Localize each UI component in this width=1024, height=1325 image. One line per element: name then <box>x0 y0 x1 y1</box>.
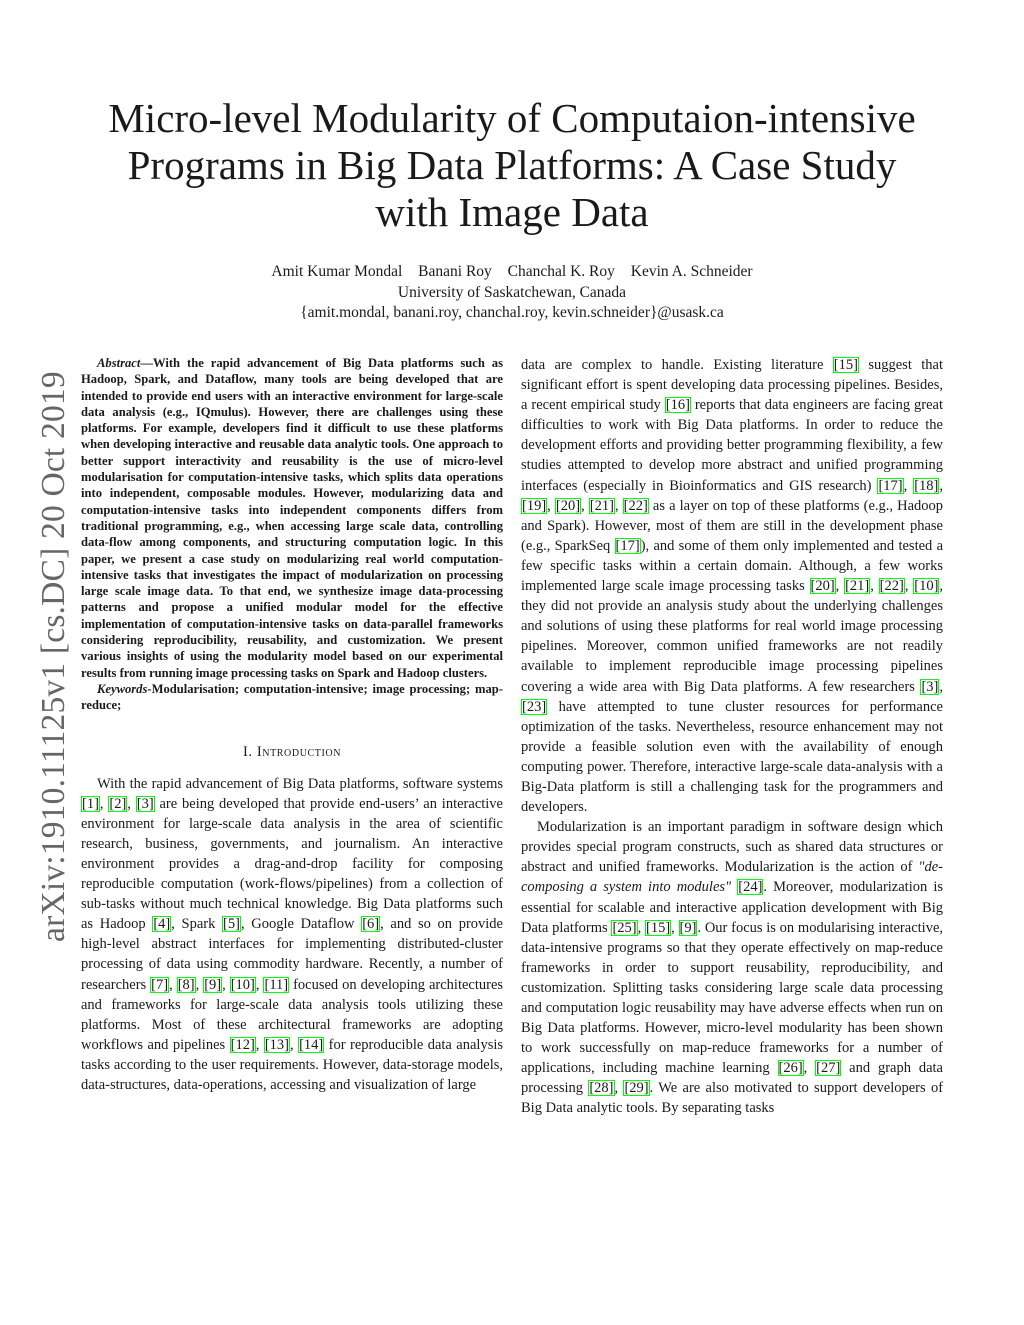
citation-link[interactable]: [22] <box>623 497 648 514</box>
citation-link[interactable]: [28] <box>589 1080 614 1097</box>
citation-link[interactable]: [15] <box>645 919 671 936</box>
quoted-definition: "de-composing a system into modules" <box>521 859 943 896</box>
citation-link[interactable]: [23] <box>522 698 547 715</box>
citation-link[interactable]: [10] <box>914 578 939 595</box>
title-line-2: Programs in Big Data Platforms: A Case Study <box>127 142 897 188</box>
title-line-1: Micro-level Modularity of Computaion-intensive <box>108 95 916 141</box>
citation-link[interactable]: [18] <box>914 477 939 494</box>
keywords-text: -Modularisation; computation-intensive; image processing; map-reduce; <box>81 681 503 713</box>
author-name: Amit Kumar Mondal <box>271 263 403 280</box>
citation-link[interactable]: [21] <box>845 578 870 595</box>
citation-link[interactable]: [19] <box>522 497 547 514</box>
title-line-3: with Image Data <box>375 189 649 235</box>
citation-link[interactable]: [5] <box>223 916 240 933</box>
citation-link[interactable]: [29] <box>624 1080 649 1097</box>
arxiv-identifier: arXiv:1910.11125v1 [cs.DC] 20 Oct 2019 <box>35 371 72 942</box>
left-column <box>81 355 503 1095</box>
abstract <box>81 355 503 681</box>
author-block <box>80 262 944 324</box>
author-name: Kevin A. Schneider <box>630 263 753 280</box>
citation-link[interactable]: [7] <box>151 976 169 993</box>
citation-link[interactable]: [16] <box>665 397 690 414</box>
author-name: Chanchal K. Roy <box>507 263 615 280</box>
intro-paragraph-2: data are complex to handle. Existing literature [15] suggest that significant effort is spent developing data processing pipelines. Besides, a recent empirical study [16] reports that data engineers are facing great difficulties to work with Big Data platforms. In order to reduce the development efforts and providing better programming flexibility, a few studies attempted to develop more abstract and unified programming interfaces (especially in Bioinformatics and GIS research) [17], [18], [19], [20], [21], [22] as a layer on top of these platforms (e.g., Hadoop and Spark). However, most of them are still in the development phase (e.g., SparkSeq [17]), and some of them only implemented and tested a few specific tasks within a certain domain. Although, a few works implemented large scale image processing tasks [20], [21], [22], [10], they did not provide an analysis study about the underlying challenges and solutions of using these platforms for real world image processing pipelines. Moreover, common unified frameworks are not readily available to implement reproducible image processing pipelines covering a wide area with Big Data platforms. A few researchers [3], [23] have attempted to tune cluster resources for performance optimization of the tasks. Nevertheless, resource enhancement may not provide a feasible solution even with the availability of enough computing power. Therefore, interactive large-scale data-analysis with a Big-Data platform is still a challenging task for the programmers and developers. <box>521 357 944 816</box>
citation-link[interactable]: [12] <box>230 1036 255 1053</box>
right-column <box>521 355 943 1119</box>
intro-paragraph-1: With the rapid advancement of Big Data platforms, software systems [1], [2], [3] are being developed that provide end-users’ an interactive environment for large-scale data analysis in the area of scientific research, business, governments, and journalism. An interactive environment provides a drag-and-drop facility for composing reproducible computation (work-flows/pipelines) from a collection of sub-tasks without much technical knowledge. Big Data platforms such as Hadoop [4], Spark [5], Google Dataflow [6], and so on provide high-level abstract interfaces for implementing distributed-cluster processing of data using commodity hardware. Recently, a number of researchers [7], [8], [9], [10], [11] focused on developing architectures and frameworks for large-scale data analysis tools utilizing these platforms. Most of these architectural frameworks are adopting workflows and pipelines [12], [13], [14] for reproducible data analysis tasks according to the user requirements. However, data-storage models, data-structures, data-operations, accessing and visualization of large <box>81 775 504 1094</box>
citation-link[interactable]: [3] <box>136 795 154 812</box>
author-names <box>80 262 944 283</box>
citation-link[interactable]: [22] <box>879 578 904 595</box>
citation-link[interactable]: [17] <box>615 537 640 554</box>
keywords <box>81 681 503 714</box>
citation-link[interactable]: [14] <box>299 1036 324 1053</box>
citation-link[interactable]: [4] <box>153 916 171 933</box>
citation-link[interactable]: [9] <box>679 919 697 936</box>
citation-link[interactable]: [26] <box>778 1060 803 1077</box>
citation-link[interactable]: [24] <box>738 879 763 896</box>
citation-link[interactable]: [13] <box>264 1036 290 1053</box>
citation-link[interactable]: [25] <box>612 919 637 936</box>
citation-link[interactable]: [2] <box>109 795 127 812</box>
intro-paragraph-3: Modularization is an important paradigm in software design which provides special program constructs, such as shared data structures or abstract and unified frameworks. Modularization is the action of "de-composing a system into modules" [24]. Moreover, modularization is essential for scalable and interactive application development with Big Data platforms [25], [15], [9]. Our focus is on modularising interactive, data-intensive programs so that they operate effectively on map-reduce frameworks in order to support reusability, reproducibility, and customization. Splitting tasks considering large scale data processing and computation logic reusability may have adverse effects when run on Big Data platforms. However, micro-level modularity has been shown to work successfully on map-reduce frameworks for a number of applications, including machine learning [26], [27] and graph data processing [28], [29]. We are also motivated to support developers of Big Data analytic tools. By separating tasks <box>521 819 944 1117</box>
section-heading: I. Introduction <box>242 743 342 760</box>
citation-link[interactable]: [17] <box>878 477 903 494</box>
affiliation: University of Saskatchewan, Canada <box>397 283 627 301</box>
author-emails: {amit.mondal, banani.roy, chanchal.roy, kevin.schneider}@usask.ca <box>300 304 724 321</box>
citation-link[interactable]: [11] <box>264 976 289 993</box>
citation-link[interactable]: [1] <box>82 795 99 812</box>
abstract-label: Abstract <box>97 356 141 370</box>
citation-link[interactable]: [20] <box>810 578 835 595</box>
citation-link[interactable]: [27] <box>816 1060 841 1077</box>
citation-link[interactable]: [21] <box>589 497 614 514</box>
paper-title <box>80 95 944 236</box>
citation-link[interactable]: [9] <box>204 976 222 993</box>
citation-link[interactable]: [15] <box>833 357 858 373</box>
citation-link[interactable]: [8] <box>177 976 195 993</box>
author-name: Banani Roy <box>418 263 492 280</box>
keywords-label: Keywords <box>97 681 148 696</box>
citation-link[interactable]: [10] <box>230 976 255 993</box>
citation-link[interactable]: [3] <box>921 678 939 695</box>
citation-link[interactable]: [6] <box>362 916 380 933</box>
citation-link[interactable]: [20] <box>555 497 581 514</box>
abstract-text: —With the rapid advancement of Big Data platforms such as Hadoop, Spark, and Dataflow, many tools are being developed that are intended to provide end users with an interactive environment for large-scale data analysis (e.g., IQmulus). However, there are challenges using these platforms. For example, developers find it difficult to use these platforms when developing interactive and reusable data analytic tools. One approach to better support interactivity and reusability is the use of micro-level modularisation for computation-intensive tasks, which splits data operations into independent, composable modules. However, modularizing data and computation-intensive tasks into independent components differs from traditional programming, e.g., when accessing large scale data, controlling data-flow among components, and structuring computation logic. In this paper, we present a case study on modularizing real world computation-intensive tasks that investigates the impact of modularization on processing large scale image data. To that end, we synthesize image data-processing patterns and propose a unified modular model for the effective implementation of computation-intensive tasks on data-parallel frameworks considering reproducibility, reusability, and customization. We present various insights of using the modularity model based on our experimental results from running image processing tasks on Spark and Hadoop clusters. <box>81 356 503 680</box>
